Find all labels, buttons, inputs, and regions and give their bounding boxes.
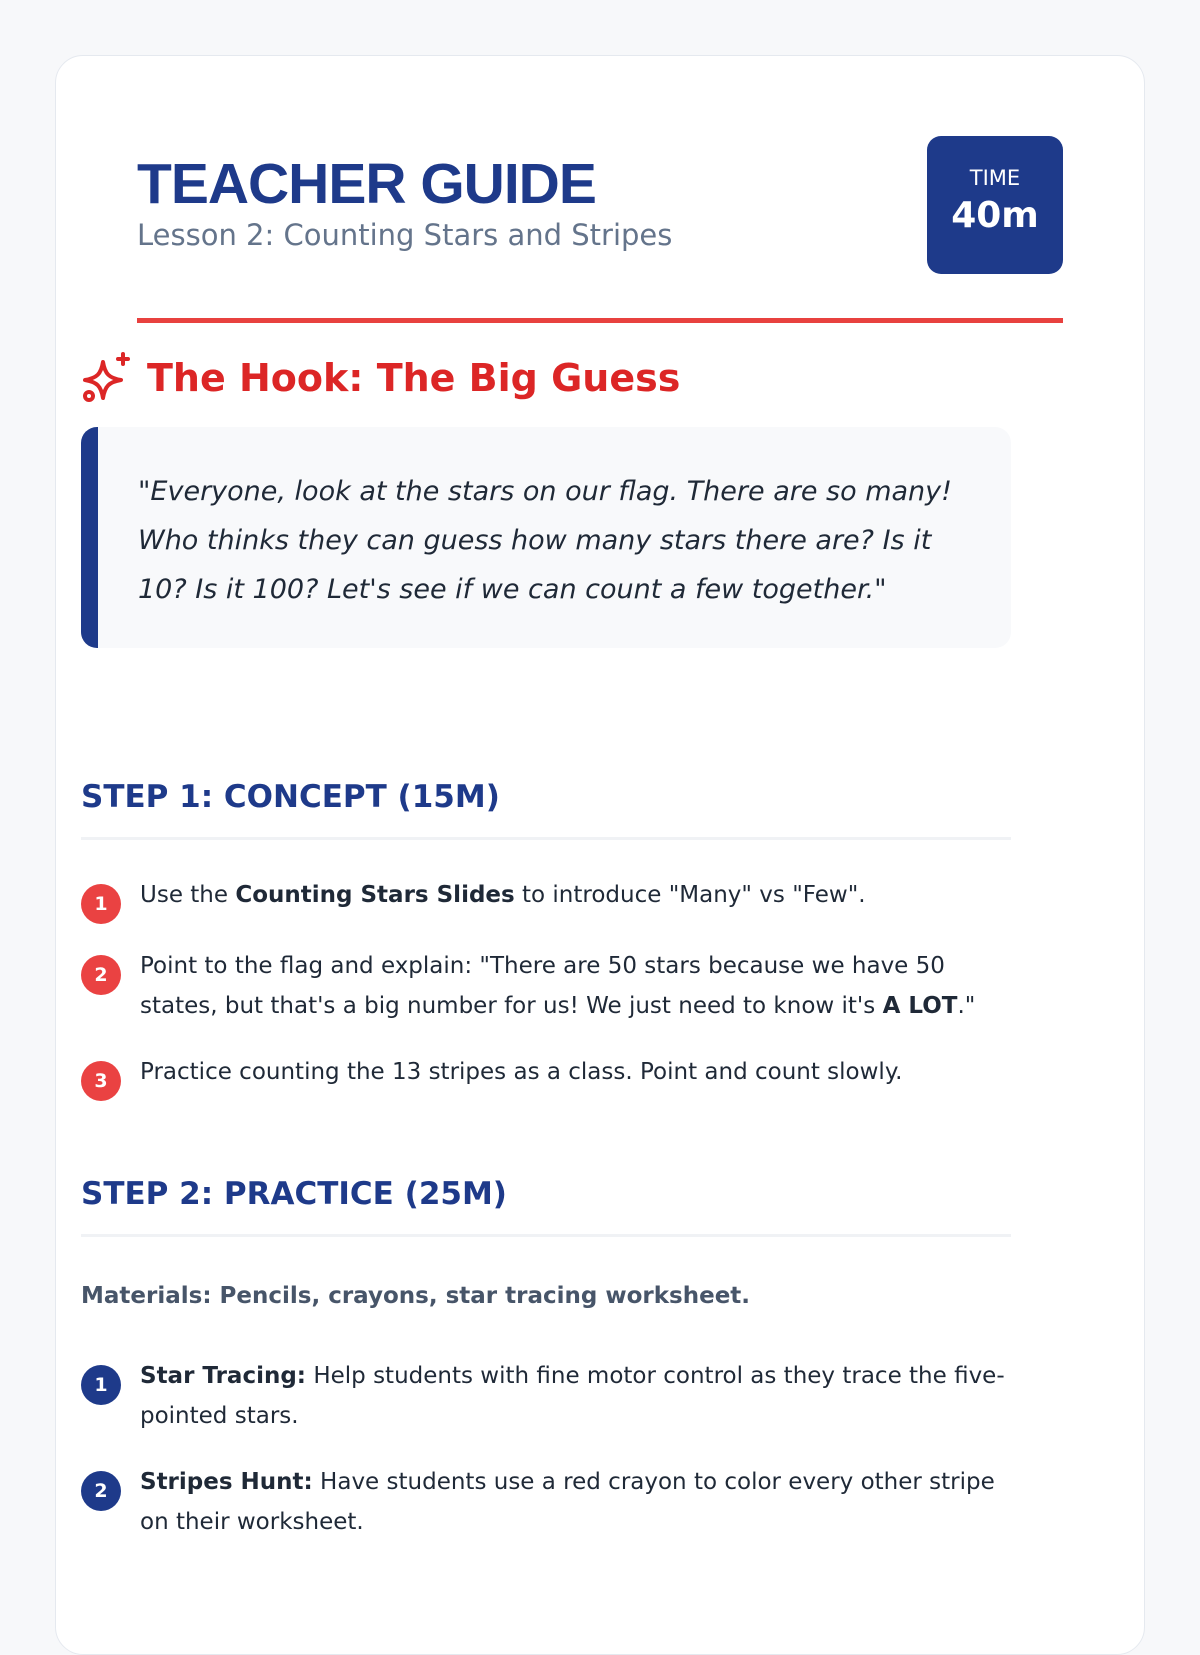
step1-list: [81, 875, 1011, 1092]
list-item: [81, 1356, 1011, 1436]
step-number-badge: 1: [81, 884, 121, 924]
lesson-subtitle: Lesson 2: Counting Stars and Stripes: [137, 218, 673, 252]
item-bold-text: Counting Stars Slides: [235, 882, 515, 908]
item-bold-text: A LOT: [882, 993, 958, 1019]
item-text: .": [957, 993, 976, 1019]
list-item: [81, 1462, 1011, 1542]
item-text: Practice counting the 13 stripes as a class. Point and count slowly.: [140, 1059, 903, 1085]
item-text: Point to the flag and explain: "There are 50 stars because we have 50 states, but that's a big number for us! We just need to know it's: [140, 953, 945, 1019]
list-item: [81, 875, 1011, 915]
step-number-badge: 1: [81, 1365, 121, 1405]
page-title: TEACHER GUIDE: [137, 152, 596, 216]
hook-quote: [81, 427, 1011, 648]
quote-text: "Everyone, look at the stars on our flag. There are so many! Who thinks they can guess how many stars there are? Is it 10? Is it 100? Let's see if we can count a few together.": [138, 476, 952, 605]
step-number-badge: 3: [81, 1061, 121, 1101]
item-text: Help students with fine motor control as they trace the five-pointed stars.: [140, 1363, 1005, 1429]
step-number-badge: 2: [81, 955, 121, 995]
item-bold-text: Stripes Hunt:: [140, 1469, 313, 1495]
list-item: [81, 1052, 1011, 1092]
sparkle-icon: [81, 352, 133, 404]
materials-note: Materials: Pencils, crayons, star tracing worksheet.: [81, 1283, 751, 1309]
item-text: Have students use a red crayon to color every other stripe on their worksheet.: [140, 1469, 995, 1535]
hook-title: The Hook: The Big Guess: [147, 356, 681, 400]
item-bold-text: Star Tracing:: [140, 1363, 307, 1389]
time-label: TIME: [969, 166, 1021, 190]
step2-list: [81, 1356, 1011, 1542]
time-badge: [927, 136, 1063, 274]
step1-heading: STEP 1: CONCEPT (15M): [81, 777, 1011, 840]
hook-heading: [81, 352, 680, 404]
item-text: to introduce "Many" vs "Few".: [514, 882, 866, 908]
time-value: 40m: [951, 195, 1039, 236]
guide-header: [137, 56, 1063, 323]
step-number-badge: 2: [81, 1471, 121, 1511]
list-item: [81, 946, 1011, 1026]
step2-heading: STEP 2: PRACTICE (25M): [81, 1174, 1011, 1237]
item-text: Use the: [140, 882, 236, 908]
